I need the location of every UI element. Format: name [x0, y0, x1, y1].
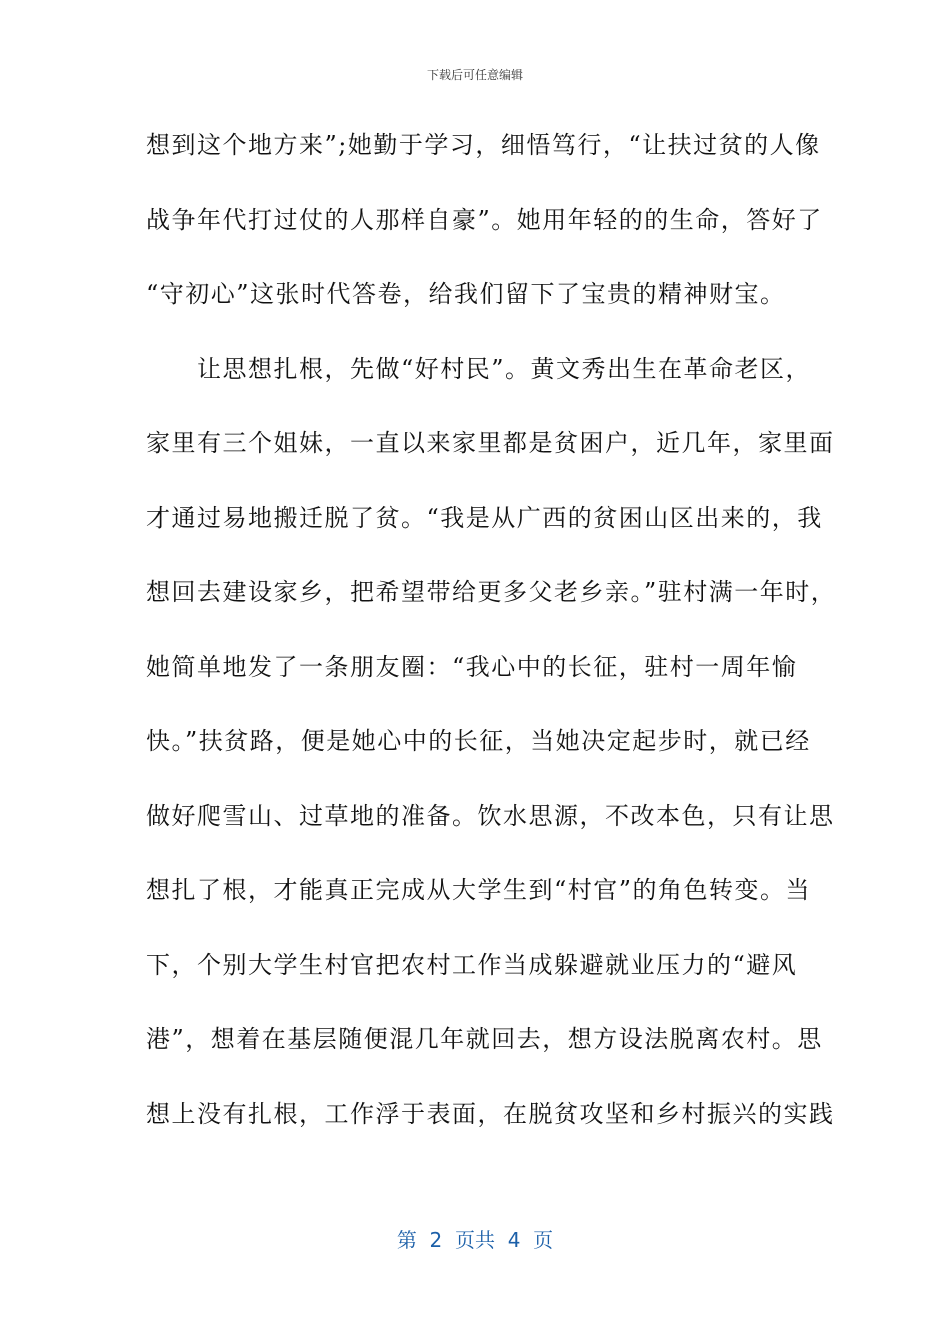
text-line: 想回去建设家乡，把希望带给更多父老乡亲。”驻村满一年时， [146, 578, 837, 606]
text-line: 战争年代打过仗的人那样自豪”。她用年轻的的生命，答好了 [146, 205, 823, 234]
text-line: 想上没有扎根，工作浮于表面，在脱贫攻坚和乡村振兴的实践 [146, 1099, 835, 1128]
body-text [146, 120, 837, 1163]
text-line: 港”，想着在基层随便混几年就回去，想方设法脱离农村。思 [146, 1025, 823, 1053]
header-note: 下载后可任意编辑 [426, 68, 523, 82]
text-line: 她简单地发了一条朋友圈：“我心中的长征，驻村一周年愉 [146, 652, 798, 681]
text-line: 让思想扎根，先做“好村民”。黄文秀出生在革命老区， [146, 354, 812, 383]
text-line: 下，个别大学生村官把农村工作当成躲避就业压力的“避风 [146, 950, 798, 979]
text-line: 快。”扶贫路，便是她心中的长征，当她决定起步时，就已经 [146, 727, 811, 755]
page-number: 第 2 页共 4 页 [396, 1228, 554, 1252]
text-line: 才通过易地搬迁脱了贫。“我是从广西的贫困山区出来的，我 [146, 503, 823, 532]
text-line: 想到这个地方来”;她勤于学习，细悟笃行，“让扶过贫的人像 [146, 131, 821, 159]
text-line: 想扎了根，才能真正完成从大学生到“村官”的角色转变。当 [146, 876, 812, 904]
text-line: 家里有三个姐妹，一直以来家里都是贫困户，近几年，家里面 [146, 429, 835, 457]
text-line: 做好爬雪山、过草地的准备。饮水思源，不改本色，只有让思 [146, 801, 835, 830]
text-line: “守初心”这张时代答卷，给我们留下了宝贵的精神财宝。 [146, 280, 786, 308]
